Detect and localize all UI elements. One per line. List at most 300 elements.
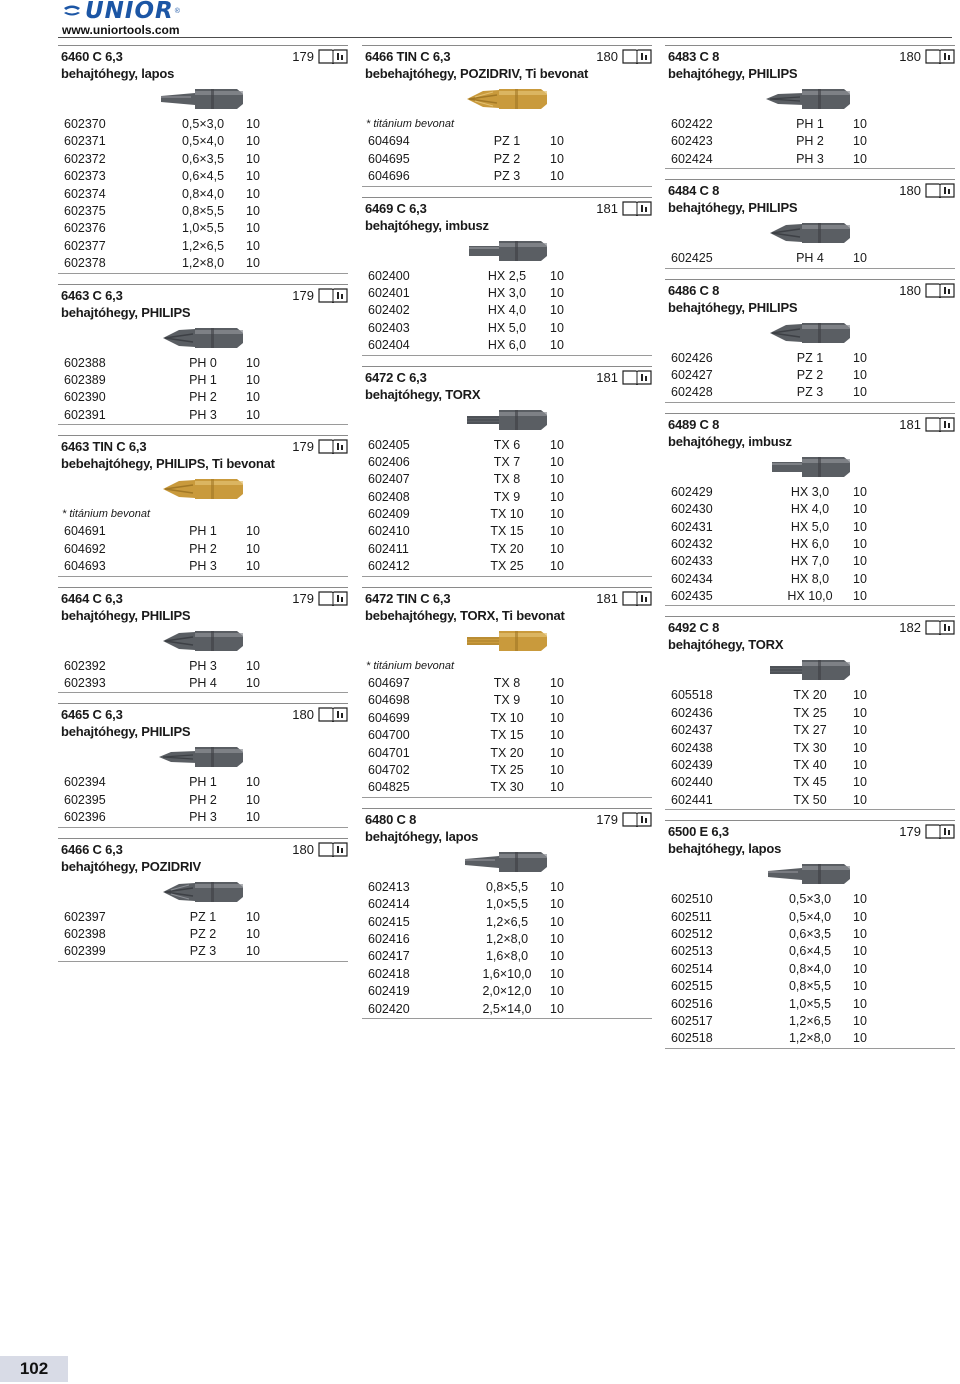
table-row xyxy=(362,983,652,1000)
article-number: 602414 xyxy=(368,897,410,912)
table-row xyxy=(362,675,652,692)
section-spacer xyxy=(58,828,348,838)
unior-logo-icon xyxy=(62,4,82,18)
size-spec: TX 45 xyxy=(793,775,827,790)
article-number: 602396 xyxy=(64,810,106,825)
table-row xyxy=(58,407,348,424)
product-section xyxy=(58,284,348,436)
article-number: 602432 xyxy=(671,536,713,551)
page-header xyxy=(62,0,180,36)
product-table xyxy=(665,250,955,268)
pack-quantity: 10 xyxy=(246,407,260,422)
article-number: 602375 xyxy=(64,203,106,218)
size-spec: 0,8×5,5 xyxy=(181,203,225,218)
pozidriv-bit-image xyxy=(362,82,652,116)
article-number: 602392 xyxy=(64,658,106,673)
pack-quantity: 10 xyxy=(550,303,564,318)
product-section xyxy=(665,820,955,1059)
article-number: 602429 xyxy=(671,484,713,499)
size-spec: 2,5×14,0 xyxy=(482,1001,532,1016)
article-number: 602406 xyxy=(368,454,410,469)
table-row xyxy=(58,658,348,675)
pack-quantity: 10 xyxy=(550,1001,564,1016)
table-row xyxy=(665,909,955,926)
product-section xyxy=(58,435,348,587)
pack-quantity: 10 xyxy=(246,134,260,149)
table-row xyxy=(58,809,348,826)
product-code: 6466 TIN C 6,3 xyxy=(365,49,451,64)
table-row xyxy=(362,471,652,488)
product-description: behajtóhegy, lapos xyxy=(365,828,479,844)
size-spec: TX 25 xyxy=(793,705,827,720)
coating-note: * titánium bevonat xyxy=(62,508,151,521)
table-row xyxy=(665,519,955,536)
unior-logo xyxy=(62,0,180,22)
table-row xyxy=(58,238,348,255)
article-number: 602404 xyxy=(368,338,410,353)
table-row xyxy=(58,541,348,558)
size-spec: 0,5×4,0 xyxy=(788,909,832,924)
pack-quantity: 10 xyxy=(853,758,867,773)
pack-quantity: 10 xyxy=(246,541,260,556)
table-row xyxy=(362,489,652,506)
table-row xyxy=(665,133,955,150)
section-header xyxy=(58,435,348,472)
article-number: 604697 xyxy=(368,676,410,691)
table-row xyxy=(362,437,652,454)
table-row xyxy=(665,384,955,401)
article-number: 602390 xyxy=(64,390,106,405)
product-table xyxy=(362,675,652,798)
pack-quantity: 10 xyxy=(246,676,260,691)
size-spec: TX 20 xyxy=(793,688,827,703)
catalog-page-ref[interactable]: 179 xyxy=(292,439,314,455)
catalog-column-1 xyxy=(58,45,348,972)
product-description: behajtóhegy, lapos xyxy=(61,66,175,81)
table-row xyxy=(665,722,955,739)
size-spec: 0,5×4,0 xyxy=(181,134,225,149)
article-number: 602441 xyxy=(671,792,713,807)
product-code: 6466 C 6,3 xyxy=(61,841,123,857)
table-row xyxy=(665,151,955,168)
table-row xyxy=(665,792,955,809)
size-spec: HX 4,0 xyxy=(487,303,527,318)
product-code: 6484 C 8 xyxy=(668,183,720,199)
table-row xyxy=(362,151,652,168)
article-number: 602425 xyxy=(671,251,713,266)
product-description: behajtóhegy, PHILIPS xyxy=(668,299,798,315)
article-number: 602388 xyxy=(64,355,106,370)
table-row xyxy=(362,966,652,983)
pack-quantity: 10 xyxy=(550,541,564,556)
pack-quantity: 10 xyxy=(853,589,867,604)
hex-bit-image xyxy=(362,234,652,268)
catalog-page-ref[interactable]: 179 xyxy=(292,590,314,606)
product-table xyxy=(58,116,348,274)
size-spec: TX 15 xyxy=(490,524,524,539)
article-number: 602434 xyxy=(671,571,713,586)
table-row xyxy=(362,779,652,796)
product-section xyxy=(362,366,652,587)
size-spec: PZ 1 xyxy=(796,350,824,365)
table-row xyxy=(58,186,348,203)
coating-note: * titánium bevonat xyxy=(366,659,455,672)
section-spacer xyxy=(665,269,955,279)
article-number: 602431 xyxy=(671,519,713,534)
article-number: 602417 xyxy=(368,949,410,964)
table-row xyxy=(58,168,348,185)
section-header xyxy=(362,808,652,845)
size-spec: 0,6×4,5 xyxy=(788,944,832,959)
size-spec: HX 3,0 xyxy=(487,285,527,300)
article-number: 602513 xyxy=(671,944,713,959)
flat-bit-image xyxy=(665,857,955,891)
product-description: behajtóhegy, TORX xyxy=(668,637,784,653)
section-header xyxy=(58,45,348,82)
pack-quantity: 10 xyxy=(853,117,867,131)
pack-quantity: 10 xyxy=(550,338,564,353)
product-description: bebehajtóhegy, POZIDRIV, Ti bevonat xyxy=(365,66,589,81)
pack-quantity: 10 xyxy=(853,996,867,1011)
size-spec: PH 4 xyxy=(189,676,217,691)
article-number: 602372 xyxy=(64,151,106,166)
article-number: 602420 xyxy=(368,1001,410,1016)
article-number: 602410 xyxy=(368,524,410,539)
size-spec: PH 3 xyxy=(189,810,217,825)
catalog-page-ref[interactable]: 180 xyxy=(899,49,921,64)
table-row xyxy=(58,909,348,926)
product-section xyxy=(362,808,652,1029)
section-header xyxy=(58,587,348,624)
article-number: 602373 xyxy=(64,169,106,184)
table-row xyxy=(665,757,955,774)
product-section xyxy=(58,45,348,284)
long-bit-image xyxy=(58,740,348,774)
catalog-page-ref[interactable]: 180 xyxy=(292,707,314,723)
pack-quantity: 10 xyxy=(853,792,867,807)
product-section xyxy=(362,587,652,808)
section-header xyxy=(362,197,652,234)
table-row xyxy=(58,792,348,809)
size-spec: 0,8×4,0 xyxy=(181,186,225,201)
article-number: 602518 xyxy=(671,1031,713,1046)
table-row xyxy=(58,151,348,168)
table-row xyxy=(58,389,348,406)
product-section xyxy=(665,45,955,179)
catalog-column-2 xyxy=(362,45,652,1029)
pack-quantity: 10 xyxy=(550,762,564,777)
article-number: 602422 xyxy=(671,117,713,131)
article-number: 602430 xyxy=(671,502,713,517)
article-number: 602407 xyxy=(368,472,410,487)
table-row xyxy=(665,687,955,704)
pack-quantity: 10 xyxy=(246,221,260,236)
catalog-page-ref[interactable]: 179 xyxy=(899,824,921,840)
size-spec: PZ 1 xyxy=(493,134,521,149)
table-row xyxy=(665,484,955,501)
pack-quantity: 10 xyxy=(246,169,260,184)
pack-quantity: 10 xyxy=(853,909,867,924)
article-number: 602395 xyxy=(64,792,106,807)
section-header xyxy=(665,616,955,653)
article-number: 604825 xyxy=(368,780,410,795)
size-spec: 1,2×8,0 xyxy=(181,256,225,271)
size-spec: 0,8×4,0 xyxy=(788,961,832,976)
catalog-page-ref[interactable]: 181 xyxy=(596,369,618,385)
product-code: 6465 C 6,3 xyxy=(61,707,123,723)
article-number: 602514 xyxy=(671,961,713,976)
section-spacer xyxy=(665,1049,955,1059)
section-spacer xyxy=(362,1019,652,1029)
section-spacer xyxy=(362,187,652,197)
pack-quantity: 10 xyxy=(246,658,260,673)
size-spec: 1,2×6,5 xyxy=(788,1013,832,1028)
phillips-bit-image xyxy=(58,321,348,355)
table-row xyxy=(665,553,955,570)
article-number: 602512 xyxy=(671,926,713,941)
article-number: 602435 xyxy=(671,589,713,604)
article-number: 602439 xyxy=(671,758,713,773)
section-header xyxy=(58,838,348,875)
header-divider xyxy=(58,37,952,38)
article-number: 602517 xyxy=(671,1013,713,1028)
table-row xyxy=(665,116,955,133)
size-spec: HX 3,0 xyxy=(790,484,830,499)
pack-quantity: 10 xyxy=(550,524,564,539)
article-number: 602403 xyxy=(368,320,410,335)
article-number: 602377 xyxy=(64,238,106,253)
article-number: 602516 xyxy=(671,996,713,1011)
section-header xyxy=(362,366,652,403)
size-spec: PH 1 xyxy=(189,372,217,387)
product-table xyxy=(362,268,652,356)
article-number: 604692 xyxy=(64,541,106,556)
pack-quantity: 10 xyxy=(853,536,867,551)
article-number: 602415 xyxy=(368,914,410,929)
size-spec: 0,8×5,5 xyxy=(788,979,832,994)
size-spec: 1,2×8,0 xyxy=(788,1031,832,1046)
table-row xyxy=(58,558,348,575)
article-number: 602428 xyxy=(671,385,713,400)
product-table xyxy=(362,133,652,186)
product-section xyxy=(58,703,348,837)
product-section xyxy=(58,838,348,972)
pack-quantity: 10 xyxy=(550,489,564,504)
pack-quantity: 10 xyxy=(246,355,260,370)
product-code: 6486 C 8 xyxy=(668,282,720,298)
pack-quantity: 10 xyxy=(853,367,867,382)
table-row xyxy=(58,203,348,220)
article-number: 602398 xyxy=(64,926,106,941)
table-row xyxy=(58,943,348,960)
product-section xyxy=(58,587,348,704)
size-spec: PZ 2 xyxy=(493,151,521,166)
pack-quantity: 10 xyxy=(246,524,260,539)
product-code: 6500 E 6,3 xyxy=(668,824,729,840)
product-code: 6472 TIN C 6,3 xyxy=(365,590,451,606)
catalog-page-ref[interactable]: 181 xyxy=(899,416,921,432)
article-number: 602510 xyxy=(671,892,713,907)
product-description: behajtóhegy, PHILIPS xyxy=(61,304,191,320)
flat-bit-image xyxy=(362,845,652,879)
section-spacer xyxy=(58,693,348,703)
article-number: 602436 xyxy=(671,705,713,720)
pack-quantity: 10 xyxy=(853,688,867,703)
table-row xyxy=(665,1013,955,1030)
table-row xyxy=(362,302,652,319)
size-spec: PH 2 xyxy=(189,390,217,405)
pack-quantity: 10 xyxy=(246,151,260,166)
table-row xyxy=(362,762,652,779)
section-header xyxy=(362,45,652,82)
article-number: 602411 xyxy=(368,541,409,556)
section-spacer xyxy=(362,356,652,366)
section-spacer xyxy=(58,274,348,284)
size-spec: PH 3 xyxy=(796,151,824,166)
catalog-page-ref[interactable]: 182 xyxy=(899,620,921,636)
pack-quantity: 10 xyxy=(246,909,260,924)
phillips-bit-image xyxy=(665,216,955,250)
product-description: behajtóhegy, POZIDRIV xyxy=(61,858,202,874)
section-header xyxy=(58,284,348,321)
article-number: 602397 xyxy=(64,909,106,924)
size-spec: 0,5×3,0 xyxy=(181,117,225,131)
section-header xyxy=(665,179,955,216)
pack-quantity: 10 xyxy=(246,775,260,790)
table-row xyxy=(665,501,955,518)
size-spec: PH 2 xyxy=(796,134,824,149)
section-spacer xyxy=(362,798,652,808)
flat-bit-image xyxy=(58,82,348,116)
size-spec: 1,2×6,5 xyxy=(181,238,225,253)
pack-quantity: 10 xyxy=(246,372,260,387)
pack-quantity: 10 xyxy=(853,519,867,534)
pack-quantity: 10 xyxy=(550,559,564,574)
size-spec: PH 3 xyxy=(189,559,217,574)
product-table xyxy=(362,437,652,577)
catalog-page-ref[interactable]: 180 xyxy=(596,49,618,64)
article-number: 602413 xyxy=(368,879,410,894)
pack-quantity: 10 xyxy=(550,745,564,760)
table-row xyxy=(362,692,652,709)
table-row xyxy=(362,558,652,575)
article-number: 604694 xyxy=(368,134,410,149)
catalog-page-ref[interactable]: 179 xyxy=(292,287,314,303)
table-row xyxy=(58,220,348,237)
pack-quantity: 10 xyxy=(853,1031,867,1046)
article-number: 604700 xyxy=(368,728,410,743)
product-description: behajtóhegy, TORX xyxy=(365,386,481,402)
pack-quantity: 10 xyxy=(246,926,260,941)
size-spec: 1,6×8,0 xyxy=(485,949,529,964)
pack-quantity: 10 xyxy=(550,169,564,184)
table-row xyxy=(362,268,652,285)
size-spec: PZ 3 xyxy=(493,169,521,184)
pack-quantity: 10 xyxy=(246,186,260,201)
size-spec: PZ 2 xyxy=(796,367,824,382)
catalog-page-ref[interactable]: 180 xyxy=(899,183,921,199)
long-bit-image xyxy=(665,82,955,116)
size-spec: HX 8,0 xyxy=(790,571,830,586)
size-spec: TX 10 xyxy=(490,710,524,725)
coating-note: * titánium bevonat xyxy=(366,118,455,130)
website-url[interactable]: www.uniortools.com xyxy=(62,23,180,37)
catalog-page-ref[interactable]: 180 xyxy=(292,841,314,857)
size-spec: TX 10 xyxy=(490,507,524,522)
size-spec: HX 2,5 xyxy=(487,268,527,283)
catalog-page-ref[interactable]: 181 xyxy=(596,590,618,606)
size-spec: PH 3 xyxy=(189,407,217,422)
catalog-page-ref[interactable]: 180 xyxy=(899,282,921,298)
table-row xyxy=(665,926,955,943)
pack-quantity: 10 xyxy=(853,961,867,976)
size-spec: TX 40 xyxy=(793,758,827,773)
registered-mark: ® xyxy=(174,7,180,15)
pack-quantity: 10 xyxy=(853,979,867,994)
pack-quantity: 10 xyxy=(853,926,867,941)
product-table xyxy=(58,774,348,827)
pack-quantity: 10 xyxy=(853,350,867,365)
article-number: 602378 xyxy=(64,256,106,271)
article-number: 602419 xyxy=(368,984,410,999)
table-row xyxy=(362,948,652,965)
torx-bit-image xyxy=(362,624,652,658)
article-number: 604701 xyxy=(368,745,410,760)
table-row xyxy=(58,133,348,150)
size-spec: TX 50 xyxy=(793,792,827,807)
table-row xyxy=(665,367,955,384)
table-row xyxy=(58,774,348,791)
article-number: 602408 xyxy=(368,489,410,504)
size-spec: TX 25 xyxy=(490,559,524,574)
pack-quantity: 10 xyxy=(550,949,564,964)
product-code: 6483 C 8 xyxy=(668,49,720,64)
size-spec: PZ 1 xyxy=(189,909,217,924)
section-header xyxy=(665,413,955,450)
size-spec: TX 7 xyxy=(493,454,521,469)
catalog-page-ref[interactable]: 179 xyxy=(292,49,314,64)
product-table xyxy=(665,484,955,607)
article-number: 602423 xyxy=(671,134,713,149)
article-number: 602416 xyxy=(368,931,410,946)
article-number: 605518 xyxy=(671,688,713,703)
pack-quantity: 10 xyxy=(853,251,867,266)
pack-quantity: 10 xyxy=(853,740,867,755)
product-table xyxy=(58,523,348,576)
pack-quantity: 10 xyxy=(246,792,260,807)
article-number: 602424 xyxy=(671,151,713,166)
table-row xyxy=(58,523,348,540)
table-row xyxy=(58,675,348,692)
article-number: 604698 xyxy=(368,693,410,708)
pack-quantity: 10 xyxy=(550,437,564,452)
article-number: 602389 xyxy=(64,372,106,387)
catalog-page-ref[interactable]: 179 xyxy=(596,811,618,827)
catalog-page-ref[interactable]: 181 xyxy=(596,200,618,216)
size-spec: PH 1 xyxy=(796,117,824,131)
size-spec: TX 9 xyxy=(493,693,521,708)
article-number: 602438 xyxy=(671,740,713,755)
product-section xyxy=(665,413,955,617)
pack-quantity: 10 xyxy=(550,285,564,300)
size-spec: HX 7,0 xyxy=(790,554,830,569)
article-number: 602374 xyxy=(64,186,106,201)
pack-quantity: 10 xyxy=(853,151,867,166)
pack-quantity: 10 xyxy=(550,676,564,691)
table-row xyxy=(665,978,955,995)
table-row xyxy=(362,745,652,762)
pack-quantity: 10 xyxy=(246,944,260,959)
